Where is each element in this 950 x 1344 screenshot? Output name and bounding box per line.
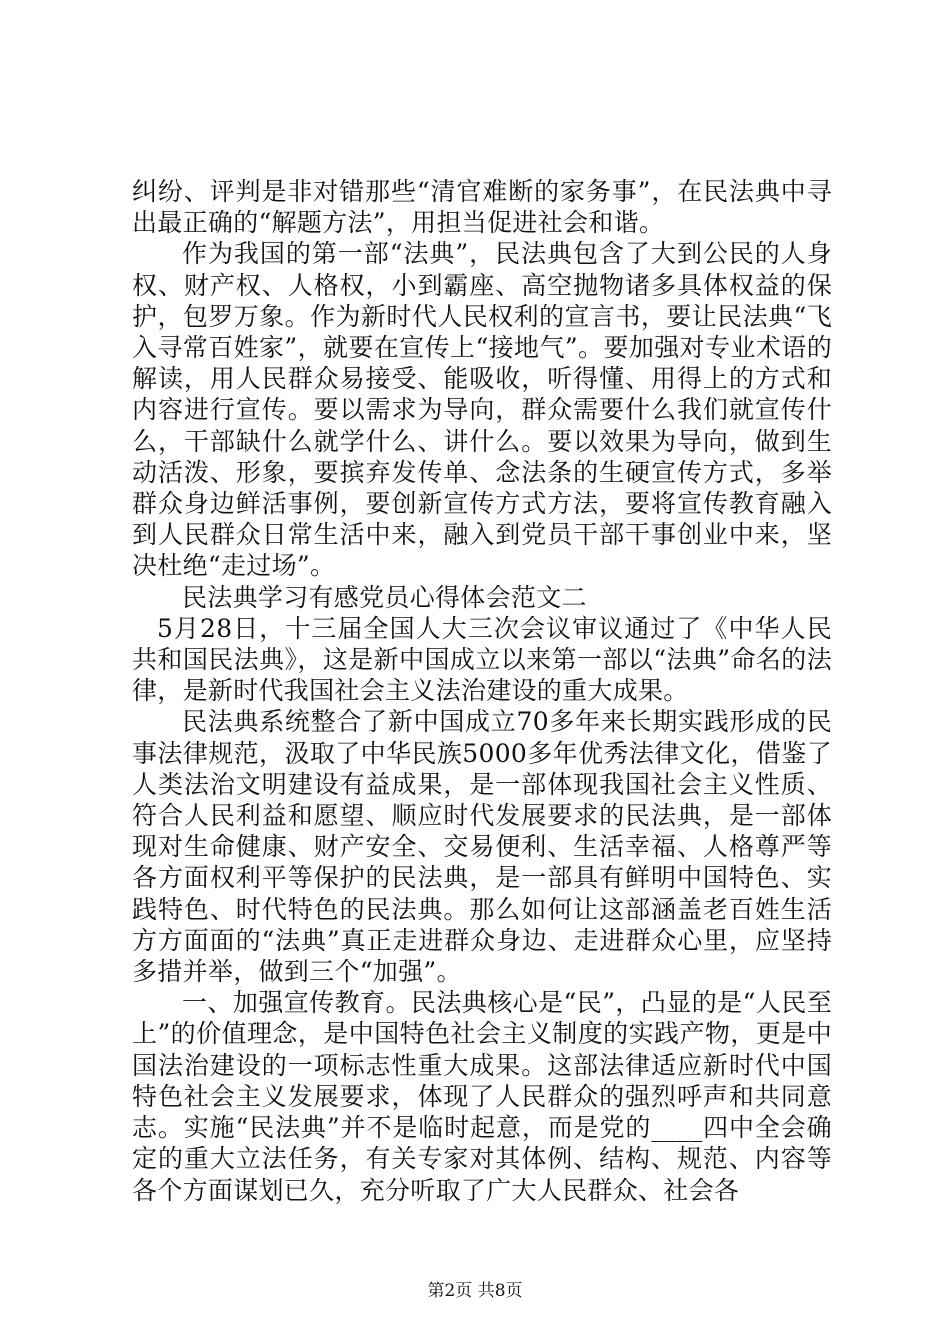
page-footer — [0, 1281, 950, 1301]
paragraph-strengthen-education: 一、加强宣传教育。民法典核心是“民”，凸显的是“人民至上”的价值理念，是中国特色社会主义制度的实践产物，更是中国法治建设的一项标志性重大成果。这部法律适应新时代中国特色社会主义发展要求，体现了人民群众的强烈呼声和共同意志。实施“民法典”并不是临时起意，而是党的____四中全会确定的重大立法任务，有关专家对其体例、结构、规范、内容等各个方面谋划已久，充分听取了广大人民群众、社会各 — [132, 988, 832, 1205]
document-body — [132, 176, 832, 1206]
section-heading-essay-two: 民法典学习有感党员心得体会范文二 — [182, 582, 587, 612]
page-number-label: 第2页 共8页 — [427, 1281, 523, 1301]
paragraph-code-integration: 民法典系统整合了新中国成立70多年来长期实践形成的民事法律规范，汲取了中华民族5000多年优秀法律文化，借鉴了人类法治文明建设有益成果，是一部体现我国社会主义性质、符合人民利益和愿望、顺应时代发展要求的民法典，是一部体现对生命健康、财产安全、交易便利、生活幸福、人格尊严等各方面权利平等保护的民法典，是一部具有鲜明中国特色、实践特色、时代特色的民法典。那么如何让这部涵盖老百姓生活方方面面的“法典”真正走进群众身边、走进群众心里，应坚持多措并举，做到三个“加强”。 — [132, 707, 832, 987]
paragraph-adoption-date: 5月28日，十三届全国人大三次会议审议通过了《中华人民共和国民法典》，这是新中国成立以来第一部以“法典”命名的法律，是新时代我国社会主义法治建设的重大成果。 — [132, 613, 832, 706]
paragraph-civil-code-publicity: 作为我国的第一部“法典”，民法典包含了大到公民的人身权、财产权、人格权，小到霸座、高空抛物诸多具体权益的保护，包罗万象。作为新时代人民权利的宣言书，要让民法典“飞入寻常百姓家”，就要在宣传上“接地气”。要加强对专业术语的解读，用人民群众易接受、能吸收，听得懂、用得上的方式和内容进行宣传。要以需求为导向，群众需要什么我们就宣传什么，干部缺什么就学什么、讲什么。要以效果为导向，做到生动活泼、形象，要摈弃发传单、念法条的生硬宣传方式，多举群众身边鲜活事例，要创新宣传方式方法，要将宣传教育融入到人民群众日常生活中来，融入到党员干部干事创业中来，坚决杜绝“走过场”。 — [132, 239, 832, 581]
paragraph-continuation: 纠纷、评判是非对错那些“清官难断的家务事”，在民法典中寻出最正确的“解题方法”，用担当促进社会和谐。 — [132, 177, 832, 238]
